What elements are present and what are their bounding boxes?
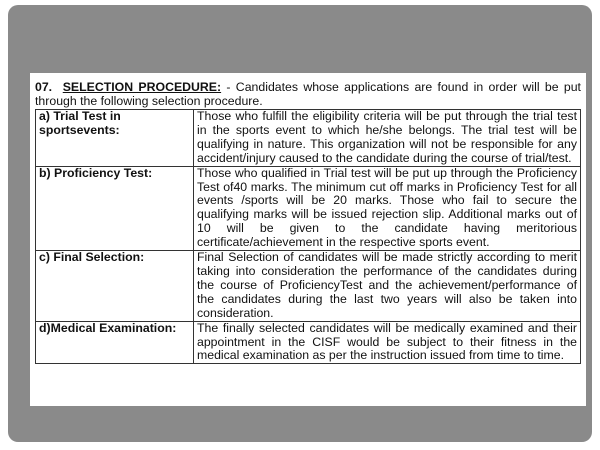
table-row [36,166,581,250]
selection-procedure-table [35,109,581,364]
row-description: Those who qualified in Trial test will be put up through the Proficiency Test of40 marks. The minimum cut off marks in Proficiency Test for all events /sports will be 20 marks. Those who fail to secure the qualifying marks will be issued rejection slip. Additional marks out of 10 will be given to the candidate having meritorious certificate/achievement in the respective sports event. [194,166,581,250]
row-label: c) Final Selection: [39,250,145,265]
section-heading [35,81,581,108]
row-label-cell [36,166,194,250]
row-label: b) Proficiency Test: [39,165,153,180]
table-row [36,251,581,322]
table-row [36,321,581,364]
row-label-cell [36,110,194,167]
row-label-cell [36,251,194,322]
document-page [30,73,586,406]
row-description: Those who fulfill the eligibility criteria will be put through the trial test in the sports event to which he/she belongs. The trial test will be qualifying in nature. This organization will not be responsible for any accident/injury caused to the candidate during the course of trial/test. [194,110,581,167]
table-row [36,110,581,167]
row-label: d)Medical Examination: [39,320,177,335]
section-number: 07. [35,80,53,94]
section-title: SELECTION PROCEDURE: [62,80,222,94]
row-description: Final Selection of candidates will be made strictly according to merit taking into consideration the performance of the candidates during the course of ProficiencyTest and the achievement/performance of the candidates during the last two years will also be taken into consideration. [194,251,581,322]
row-description: The finally selected candidates will be medically examined and their appointment in the CISF would be subject to their fitness in the medical examination as per the instruction issued from time to time. [194,321,581,364]
section-intro: - Candidates whose applications are found in order will be put through the following selection procedure. [35,80,581,108]
row-label-cell [36,321,194,364]
screenshot-frame [8,5,592,442]
row-label: a) Trial Test in sportsevents: [39,109,121,137]
